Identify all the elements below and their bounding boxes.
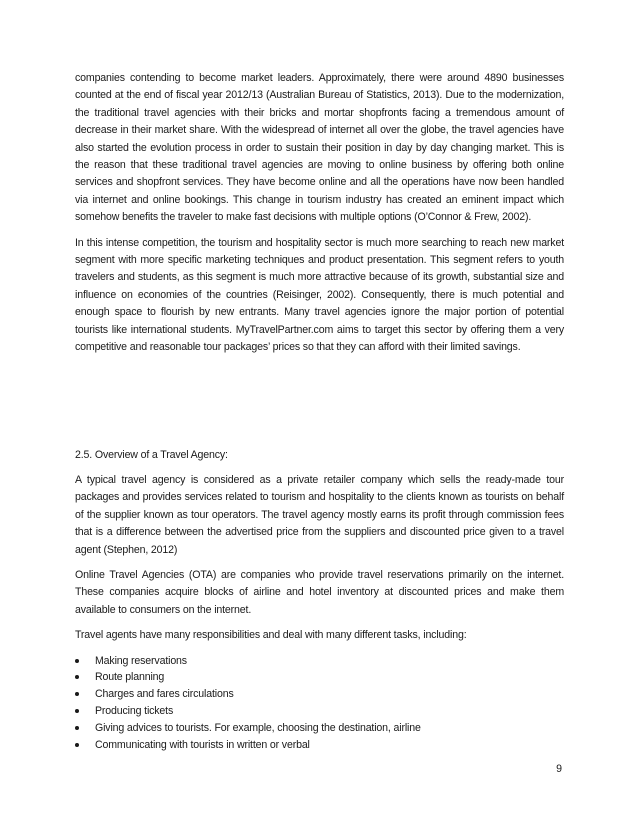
- page-number: 9: [556, 763, 562, 775]
- bullet-icon: [75, 675, 79, 679]
- list-item: [75, 669, 564, 686]
- list-item: [75, 686, 564, 703]
- list-item: [75, 737, 564, 754]
- bullet-icon: [75, 726, 79, 730]
- list-item: [75, 653, 564, 670]
- bullet-icon: [75, 692, 79, 696]
- bullet-icon: [75, 659, 79, 663]
- document-page: [75, 70, 564, 753]
- list-item-text: Charges and fares circulations: [95, 688, 234, 701]
- body-paragraph: In this intense competition, the tourism and hospitality sector is much more searching to reach new market segment with more specific marketing techniques and product presentation. This segment refers to youth travelers and students, as this segment is much more attractive because of its growth, substantial size and influence on economies of the countries (Reisinger, 2002). Consequently, there is much potential and enough space to flourish by new entrants. Many travel agencies ignore the major portion of potential tourists like international students. MyTravelPartner.com aims to target this sector by offering them a very competitive and reasonable tour packages’ prices so that they can afford with their limited savings.: [75, 236, 564, 354]
- body-paragraph: Travel agents have many responsibilities and deal with many different tasks, including:: [75, 629, 467, 642]
- responsibilities-list: [75, 653, 564, 754]
- body-paragraph: A typical travel agency is considered as a private retailer company which sells the ready-made tour packages and provides services related to tourism and hospitality to the clients known as tourists on behalf of the supplier known as tour operators. The travel agency mostly earns its profit through commission fees that is a difference between the advertised price from the suppliers and discounted price given to a travel agent (Stephen, 2012): [75, 473, 564, 556]
- list-item: [75, 720, 564, 737]
- body-paragraph: Online Travel Agencies (OTA) are companies who provide travel reservations primarily on the internet. These companies acquire blocks of airline and hotel inventory at discounted prices and make them available to consumers on the internet.: [75, 568, 564, 616]
- section-heading: 2.5. Overview of a Travel Agency:: [75, 448, 228, 461]
- body-paragraph: companies contending to become market leaders. Approximately, there were around 4890 businesses counted at the end of fiscal year 2012/13 (Australian Bureau of Statistics, 2013). Due to the modernization, the traditional travel agencies with their bricks and mortar shopfronts facing a tremendous amount of decrease in their market share. With the widespread of internet all over the globe, the travel agencies have also started the evolution process in order to sustain their position in day by day changing market. This is the reason that these traditional travel agencies are moving to online business by offering both online services and shopfront services. They have become online and all the operations have now been handled via internet and online bookings. This change in tourism industry has created an eminent impact which somehow benefits the traveler to make fast decisions with multiple options (O’Connor & Frew, 2002).: [75, 72, 564, 224]
- list-item-text: Communicating with tourists in written or verbal: [95, 738, 310, 751]
- list-item-text: Making reservations: [95, 654, 187, 667]
- list-item-text: Route planning: [95, 671, 165, 684]
- bullet-icon: [75, 743, 79, 747]
- list-item-text: Producing tickets: [95, 704, 174, 717]
- blank-space: [75, 365, 564, 447]
- list-item: [75, 703, 564, 720]
- list-item-text: Giving advices to tourists. For example, choosing the destination, airline: [95, 721, 421, 734]
- bullet-icon: [75, 709, 79, 713]
